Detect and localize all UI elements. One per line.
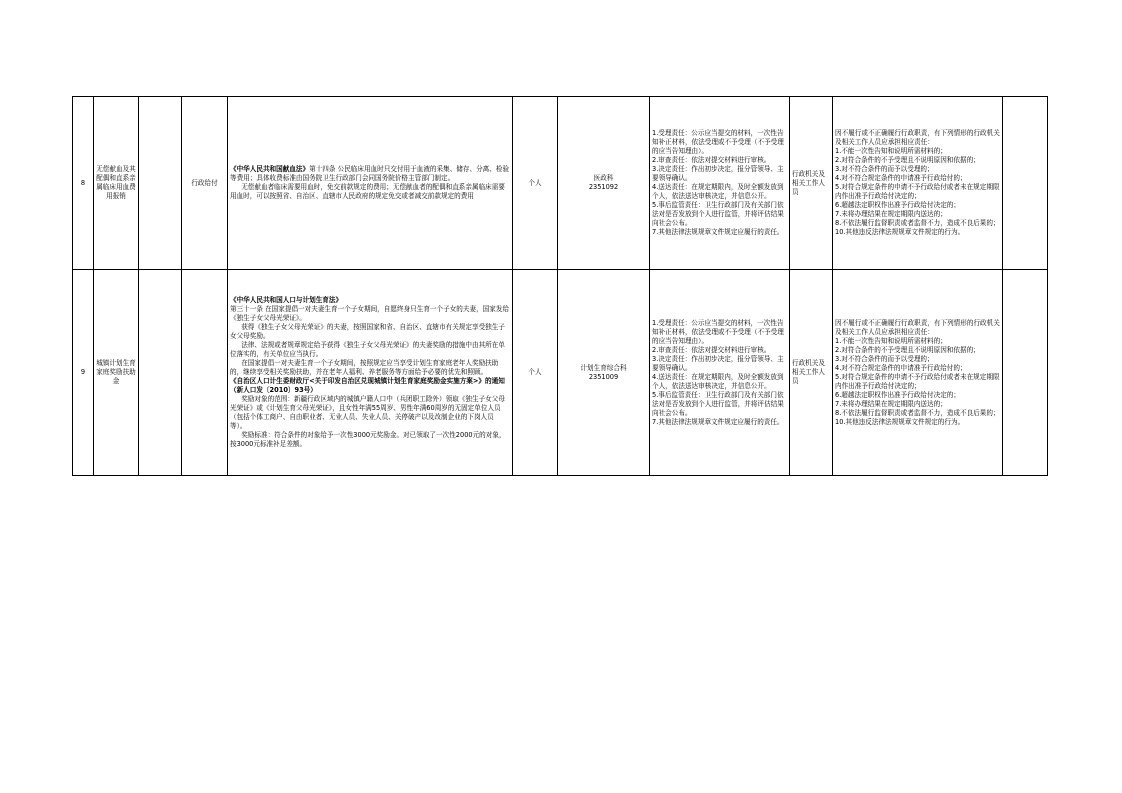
empty-cell [139, 270, 182, 476]
list-item: 5.事后监管责任：卫生行政部门及有关部门依法对是否发放到个人进行监管，并将评估结果向社会公布。 [652, 201, 784, 227]
list-item: 3.对不符合条件的而予以受理的； [835, 165, 934, 173]
list-item: 4.对不符合规定条件的申请准予行政给付的； [835, 174, 967, 182]
accountability-list [833, 97, 1003, 270]
list-item: 8.不依法履行监督职责或者监督不力，造成不良后果的； [835, 408, 1000, 417]
list-item: 6.超越法定职权作出准予行政给付决定的； [835, 201, 960, 209]
service-target: 个人 [513, 270, 558, 476]
law-text: 第十四条 公民临床用血时只交付用于血液的采集、储存、分离、检验等费用；具体收费标准由国务院卫生行政部门会同国务院价格主管部门制定。 [230, 165, 510, 182]
list-item: 1.受理责任：公示应当提交的材料，一次性告知补正材料，依法受理或不予受理（不予受理的应当告知理由）。 [652, 318, 784, 345]
row-number: 9 [73, 270, 94, 476]
law-title: 《自治区人口计生委财政厅<关于印发自治区兑现城镇计划生育家庭奖励金实施方案>》的通知（新人口发〔2010〕93号） [230, 377, 505, 394]
list-item: 7.其他法律法规规章文件规定应履行的责任。 [652, 417, 784, 426]
legal-basis [228, 97, 513, 270]
empty-cell [139, 97, 182, 270]
law-text: 获得《独生子女父母光荣证》的夫妻，按照国家和省、自治区、直辖市有关规定享受独生子女父母奖励。 [230, 323, 505, 340]
list-item: 10.其他违反法律法规规章文件规定的行为。 [835, 417, 965, 426]
list-item: 8.不依法履行监督职责或者监督不力，造成不良后果的； [835, 219, 1000, 227]
law-text: 奖励对象的范围：新疆行政区域内的城镇户籍人口中（兵团职工除外）领取《独生子女父母光荣证》或《计划生育父母光荣证》，且女性年满55周岁、男性年满60周岁的无固定单位人员（包括个体工商户、自由职业者、无业人员、失业人员、关停破产以及改制企业的下岗人员等）。 [230, 395, 505, 430]
list-item: 7.未将办理结果在规定期限内送达的； [835, 399, 947, 408]
list-item: 5.对符合规定条件的申请不予行政给付或者未在规定期限内作出准予行政给付决定的； [835, 183, 1000, 200]
law-text: 奖励标准：符合条件的对象给予一次性3000元奖励金。对已领取了一次性2000元的对象，按3000元标准补足差额。 [230, 431, 506, 448]
list-item: 1.受理责任：公示应当提交的材料，一次性告知补正材料，依法受理或不予受理（不予受理的应当告知理由）。 [652, 129, 784, 155]
list-item: 10.其他违反法律法规规章文件规定的行为。 [835, 228, 965, 236]
list-item: 7.未将办理结果在规定期限内送达的； [835, 210, 947, 218]
table-row [73, 270, 1048, 476]
list-item: 2.对符合条件的不予受理且不说明原因和依据的； [835, 345, 980, 354]
responsible-dept: 医政科 2351092 [558, 97, 650, 270]
law-title: 《中华人民共和国人口与计划生育法》 [230, 296, 343, 304]
item-type: 行政给付 [182, 97, 228, 270]
list-item: 5.对符合规定条件的申请不予行政给付或者未在规定期限内作出准予行政给付决定的； [835, 372, 1000, 390]
responsible-dept: 计划生育综合科 2351009 [558, 270, 650, 476]
list-item: 2.审查责任：依法对提交材料进行审核。 [652, 156, 771, 164]
list-item: 2.审查责任：依法对提交材料进行审核。 [652, 345, 771, 354]
responsible-subject: 行政机关及相关工作人员 [790, 270, 833, 476]
table-row [73, 97, 1048, 270]
empty-cell [1003, 97, 1048, 270]
list-item: 6.超越法定职权作出准予行政给付决定的； [835, 390, 960, 399]
law-text: 在国家提倡一对夫妻生育一个子女期间，按照规定应当享受计划生育家庭老年人奖励扶助的，继续享受相关奖励扶助，并在老年人福利、养老服务等方面给予必要的优先和照顾。 [230, 359, 499, 376]
responsible-subject: 行政机关及相关工作人员 [790, 97, 833, 270]
list-item: 因不履行或不正确履行行政职责，有下列情形的行政机关及相关工作人员应承担相应责任： [835, 318, 1000, 336]
list-item: 3.对不符合条件的而予以受理的； [835, 354, 934, 363]
list-item: 3.决定责任：作出初步决定，报分管领导、主要领导确认。 [652, 354, 784, 372]
service-target: 个人 [513, 97, 558, 270]
list-item: 4.送达责任：在规定期限内，及时全额发放到个人，依法送达审核决定，并信息公开。 [652, 183, 784, 200]
list-item: 3.决定责任：作出初步决定，报分管领导、主要领导确认。 [652, 165, 784, 182]
list-item: 7.其他法律法规规章文件规定应履行的责任。 [652, 228, 784, 236]
accountability-list [833, 270, 1003, 476]
law-title: 《中华人民共和国献血法》 [230, 165, 310, 173]
legal-basis [228, 270, 513, 476]
row-number: 8 [73, 97, 94, 270]
list-item: 1.不能一次性告知和说明所需材料的； [835, 147, 947, 155]
list-item: 2.对符合条件的不予受理且不说明原因和依据的； [835, 156, 980, 164]
list-item: 因不履行或不正确履行行政职责，有下列情形的行政机关及相关工作人员应承担相应责任： [835, 129, 1000, 146]
law-text: 无偿献血者临床需要用血时，免交前款规定的费用；无偿献血者的配偶和直系亲属临床需要用血时，可以按照省、自治区、直辖市人民政府的规定免交或者减交前款规定的费用 [230, 183, 505, 200]
list-item: 5.事后监管责任：卫生行政部门及有关部门依法对是否发放到个人进行监管，并将评估结果向社会公布。 [652, 390, 784, 417]
list-item: 4.对不符合规定条件的申请准予行政给付的； [835, 363, 967, 372]
item-name: 城镇计划生育家庭奖励扶助金 [94, 270, 139, 476]
law-text: 法律、法规或者规章规定给予获得《独生子女父母光荣证》的夫妻奖励的措施中由其所在单位落实的，有关单位应当执行。 [230, 341, 505, 358]
law-text: 第三十一条 在国家提倡一对夫妻生育一个子女期间，自愿终身只生育一个子女的夫妻，国家发给《独生子女父母光荣证》。 [230, 305, 510, 322]
responsibility-list [650, 270, 790, 476]
duty-list-table [72, 96, 1048, 476]
item-name: 无偿献血及其配偶和直系亲属临床用血费用报销 [94, 97, 139, 270]
list-item: 1.不能一次性告知和说明所需材料的； [835, 336, 947, 345]
responsibility-list [650, 97, 790, 270]
item-type [182, 270, 228, 476]
empty-cell [1003, 270, 1048, 476]
list-item: 4.送达责任：在规定期限内，及时全额发放到个人，依法送达审核决定，并信息公开。 [652, 372, 784, 390]
